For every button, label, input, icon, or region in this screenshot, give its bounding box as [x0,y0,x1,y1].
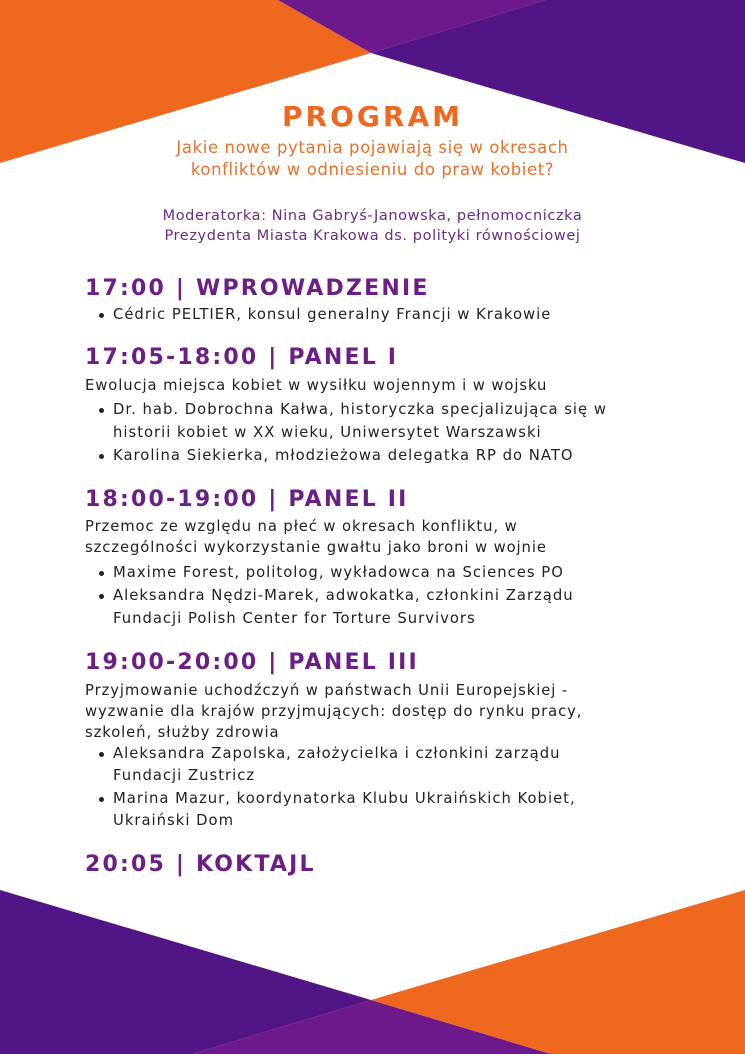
speaker-text-continued: historii kobiet w XX wieku, Uniwersytet Warszawski [113,424,542,441]
session-description: Ewolucja miejsca kobiet w wysiłku wojennym i w wojsku [85,377,548,394]
session-description: wyzwanie dla krajów przyjmujących: dostęp do rynku pracy, [85,703,583,720]
speaker-text: Karolina Siekierka, młodzieżowa delegatka RP do NATO [113,447,574,464]
speaker-text: Maxime Forest, politolog, wykładowca na Sciences PO [113,564,564,581]
speaker-item [113,589,574,604]
moderator-line: Moderatorka: Nina Gabryś-Janowska, pełnomocniczka [162,208,583,224]
session-heading: 20:05 | KOKTAJL [85,852,316,877]
speaker-item [113,308,551,323]
bullet-icon [99,594,104,599]
bullet-icon [99,408,104,413]
session-description: szkoleń, służby zdrowia [85,724,280,741]
page-title: PROGRAM [282,100,463,133]
bullet-icon [99,454,104,459]
session-description: Przemoc ze względu na płeć w okresach konfliktu, w [85,518,518,535]
speaker-text: Dr. hab. Dobrochna Kałwa, historyczka specjalizująca się w [113,401,607,418]
speaker-text-continued: Ukraiński Dom [113,812,234,829]
speaker-item [113,449,574,464]
subtitle-line: konfliktów w odniesieniu do praw kobiet? [190,160,555,179]
bullet-icon [99,752,104,757]
bullet-icon [99,313,104,318]
moderator-line: Prezydenta Miasta Krakowa ds. polityki równościowej [164,228,581,244]
subtitle-line: Jakie nowe pytania pojawiają się w okresach [176,138,569,157]
session-heading: 18:00-19:00 | PANEL II [85,487,409,512]
speaker-item [113,747,560,762]
speaker-text: Cédric PELTIER, konsul generalny Francji w Krakowie [113,306,552,323]
bullet-icon [99,571,104,576]
session-heading: 17:05-18:00 | PANEL I [85,345,399,370]
speaker-text: Marina Mazur, koordynatorka Klubu Ukraińskich Kobiet, [113,790,576,807]
session-heading: 17:00 | WPROWADZENIE [85,276,430,301]
session-description: Przyjmowanie uchodźczyń w państwach Unii Europejskiej - [85,682,569,699]
speaker-item [113,566,564,581]
speaker-text: Aleksandra Nędzi-Marek, adwokatka, członkini Zarządu [113,587,574,604]
speaker-item [113,403,607,418]
bullet-icon [99,797,104,802]
session-heading: 19:00-20:00 | PANEL III [85,650,419,675]
session-description: szczególności wykorzystanie gwałtu jako broni w wojnie [85,539,547,556]
speaker-text-continued: Fundacji Zustricz [113,767,256,784]
speaker-text: Aleksandra Zapolska, założycielka i członkini zarządu [113,745,561,762]
speaker-text-continued: Fundacji Polish Center for Torture Survivors [113,610,476,627]
speaker-item [113,792,576,807]
